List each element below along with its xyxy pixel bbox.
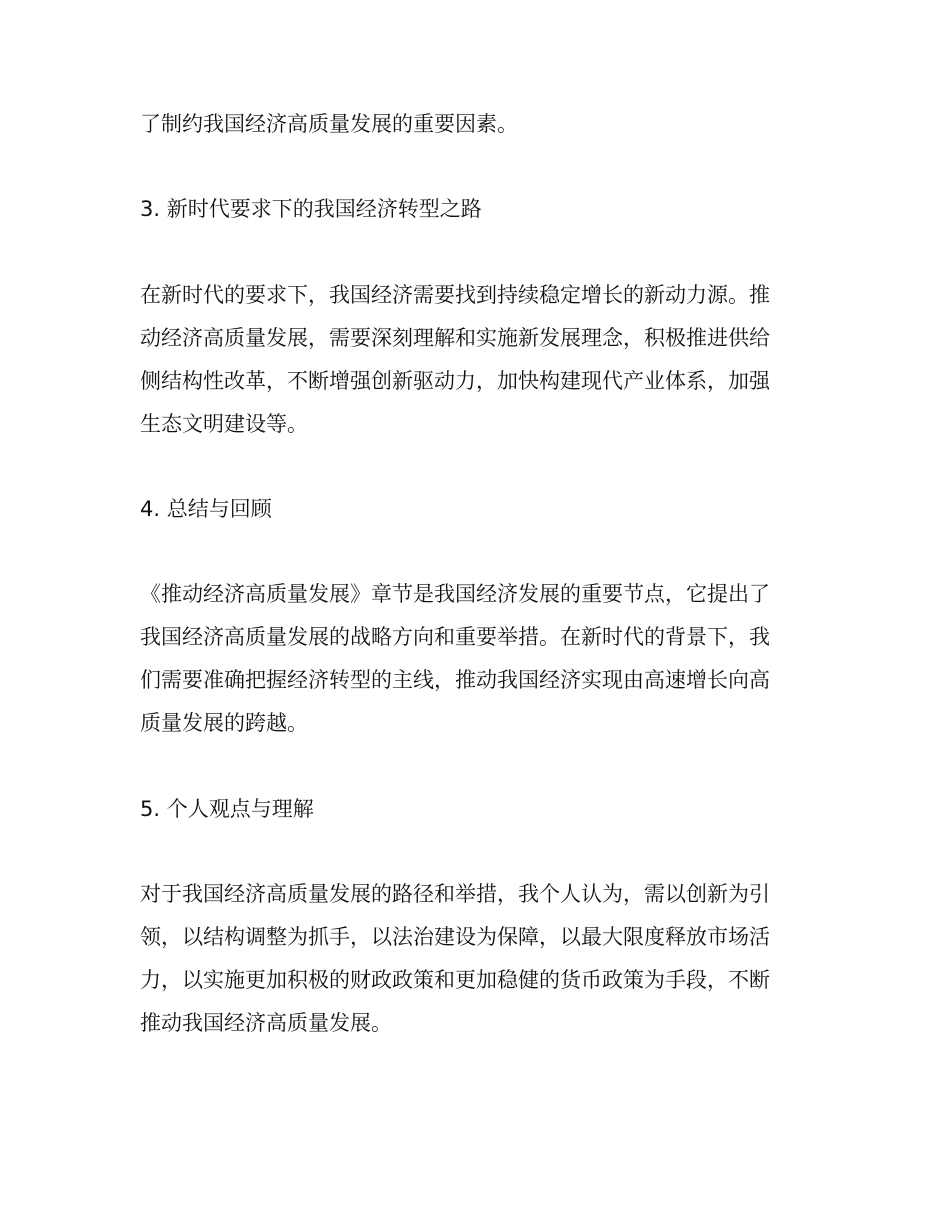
- heading-text: 3. 新时代要求下的我国经济转型之路: [140, 197, 482, 221]
- text-line: 生态文明建设等。: [140, 412, 308, 436]
- text-line: 侧结构性改革，不断增强创新驱动力，加快构建现代产业体系，加强: [140, 369, 770, 393]
- text-line: 在新时代的要求下，我国经济需要找到持续稳定增长的新动力源。推: [140, 283, 770, 307]
- text-line: 们需要准确把握经济转型的主线，推动我国经济实现由高速增长向高: [140, 668, 770, 692]
- heading-text: 5. 个人观点与理解: [140, 797, 314, 821]
- text-line: 对于我国经济高质量发展的路径和举措，我个人认为，需以创新为引: [140, 882, 770, 906]
- text-line: 力，以实施更加积极的财政政策和更加稳健的货币政策为手段，不断: [140, 968, 770, 992]
- text-line: 领，以结构调整为抓手，以法治建设为保障，以最大限度释放市场活: [140, 925, 770, 949]
- paragraph-section-4: [140, 573, 800, 745]
- text-line: 动经济高质量发展，需要深刻理解和实施新发展理念，积极推进供给: [140, 326, 770, 350]
- section-heading-5: [140, 788, 800, 831]
- paragraph-section-3: [140, 274, 800, 446]
- heading-text: 4. 总结与回顾: [140, 497, 272, 521]
- text-line: 质量发展的跨越。: [140, 711, 308, 735]
- text-line: 了制约我国经济高质量发展的重要因素。: [140, 112, 518, 136]
- paragraph-section-5: [140, 873, 800, 1045]
- section-heading-3: [140, 188, 800, 231]
- paragraph-continuation: [140, 103, 800, 146]
- text-line: 推动我国经济高质量发展。: [140, 1011, 392, 1035]
- text-line: 我国经济高质量发展的战略方向和重要举措。在新时代的背景下，我: [140, 625, 770, 649]
- text-line: 《推动经济高质量发展》章节是我国经济发展的重要节点，它提出了: [140, 582, 770, 606]
- section-heading-4: [140, 488, 800, 531]
